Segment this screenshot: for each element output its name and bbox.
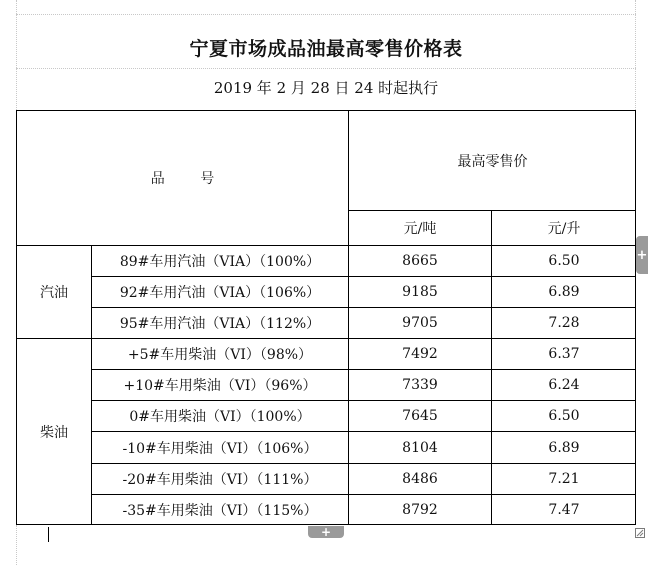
row-price-per-ton: 8792 <box>402 502 438 518</box>
plus-icon: + <box>320 525 332 539</box>
row-product: -20#车用柴油（VI）（111%） <box>122 472 318 488</box>
page-guide-title-bottom <box>16 68 636 69</box>
row-price-per-liter: 7.47 <box>548 502 580 518</box>
page-title: 宁夏市场成品油最高零售价格表 <box>189 38 463 60</box>
header-unit-ton: 元/吨 <box>403 221 437 237</box>
row-price-per-ton: 7339 <box>402 377 438 393</box>
row-price-per-ton: 7492 <box>402 346 438 362</box>
header-unit-liter: 元/升 <box>547 221 581 237</box>
row-price-per-ton: 7645 <box>402 408 438 424</box>
page-guide-top <box>16 14 636 15</box>
page-guide-left-lower <box>16 525 17 565</box>
row-price-per-liter: 6.50 <box>548 408 580 424</box>
plus-icon: + <box>636 247 648 263</box>
row-product: 89#车用汽油（VIA）（100%） <box>119 254 321 270</box>
row-product: +10#车用柴油（VI）（96%） <box>123 378 317 394</box>
row-price-per-liter: 6.89 <box>548 284 580 300</box>
row-price-per-liter: 6.37 <box>548 346 580 362</box>
row-price-per-liter: 6.89 <box>548 439 580 456</box>
row-price-per-liter: 7.28 <box>548 315 580 331</box>
header-max-price: 最高零售价 <box>457 153 528 170</box>
text-cursor <box>48 527 49 542</box>
row-price-per-ton: 9705 <box>402 315 438 331</box>
group-label-gasoline: 汽油 <box>40 285 68 301</box>
row-price-per-ton: 9185 <box>402 284 438 300</box>
header-product: 品 号 <box>150 171 215 187</box>
table-resize-handle-icon[interactable] <box>635 528 645 538</box>
row-product: 95#车用汽油（VIA）（112%） <box>119 316 321 332</box>
group-label-diesel: 柴油 <box>40 425 68 441</box>
row-price-per-liter: 6.50 <box>548 253 580 269</box>
row-price-per-ton: 8104 <box>402 439 438 456</box>
row-product: -35#车用柴油（VI）（115%） <box>122 503 318 519</box>
row-price-per-liter: 6.24 <box>548 377 580 393</box>
price-table <box>16 110 636 525</box>
row-price-per-ton: 8665 <box>402 253 438 269</box>
add-row-button[interactable] <box>308 526 344 538</box>
row-product: 92#车用汽油（VIA）（106%） <box>119 285 321 301</box>
row-product: +5#车用柴油（VI）（98%） <box>127 347 313 363</box>
row-product: -10#车用柴油（VI）（106%） <box>122 440 318 457</box>
row-price-per-liter: 7.21 <box>548 471 580 487</box>
row-price-per-ton: 8486 <box>402 471 438 487</box>
add-column-button[interactable] <box>636 236 648 274</box>
effective-date: 2019 年 2 月 28 日 24 时起执行 <box>213 79 439 97</box>
row-product: 0#车用柴油（VI）（100%） <box>129 409 311 425</box>
